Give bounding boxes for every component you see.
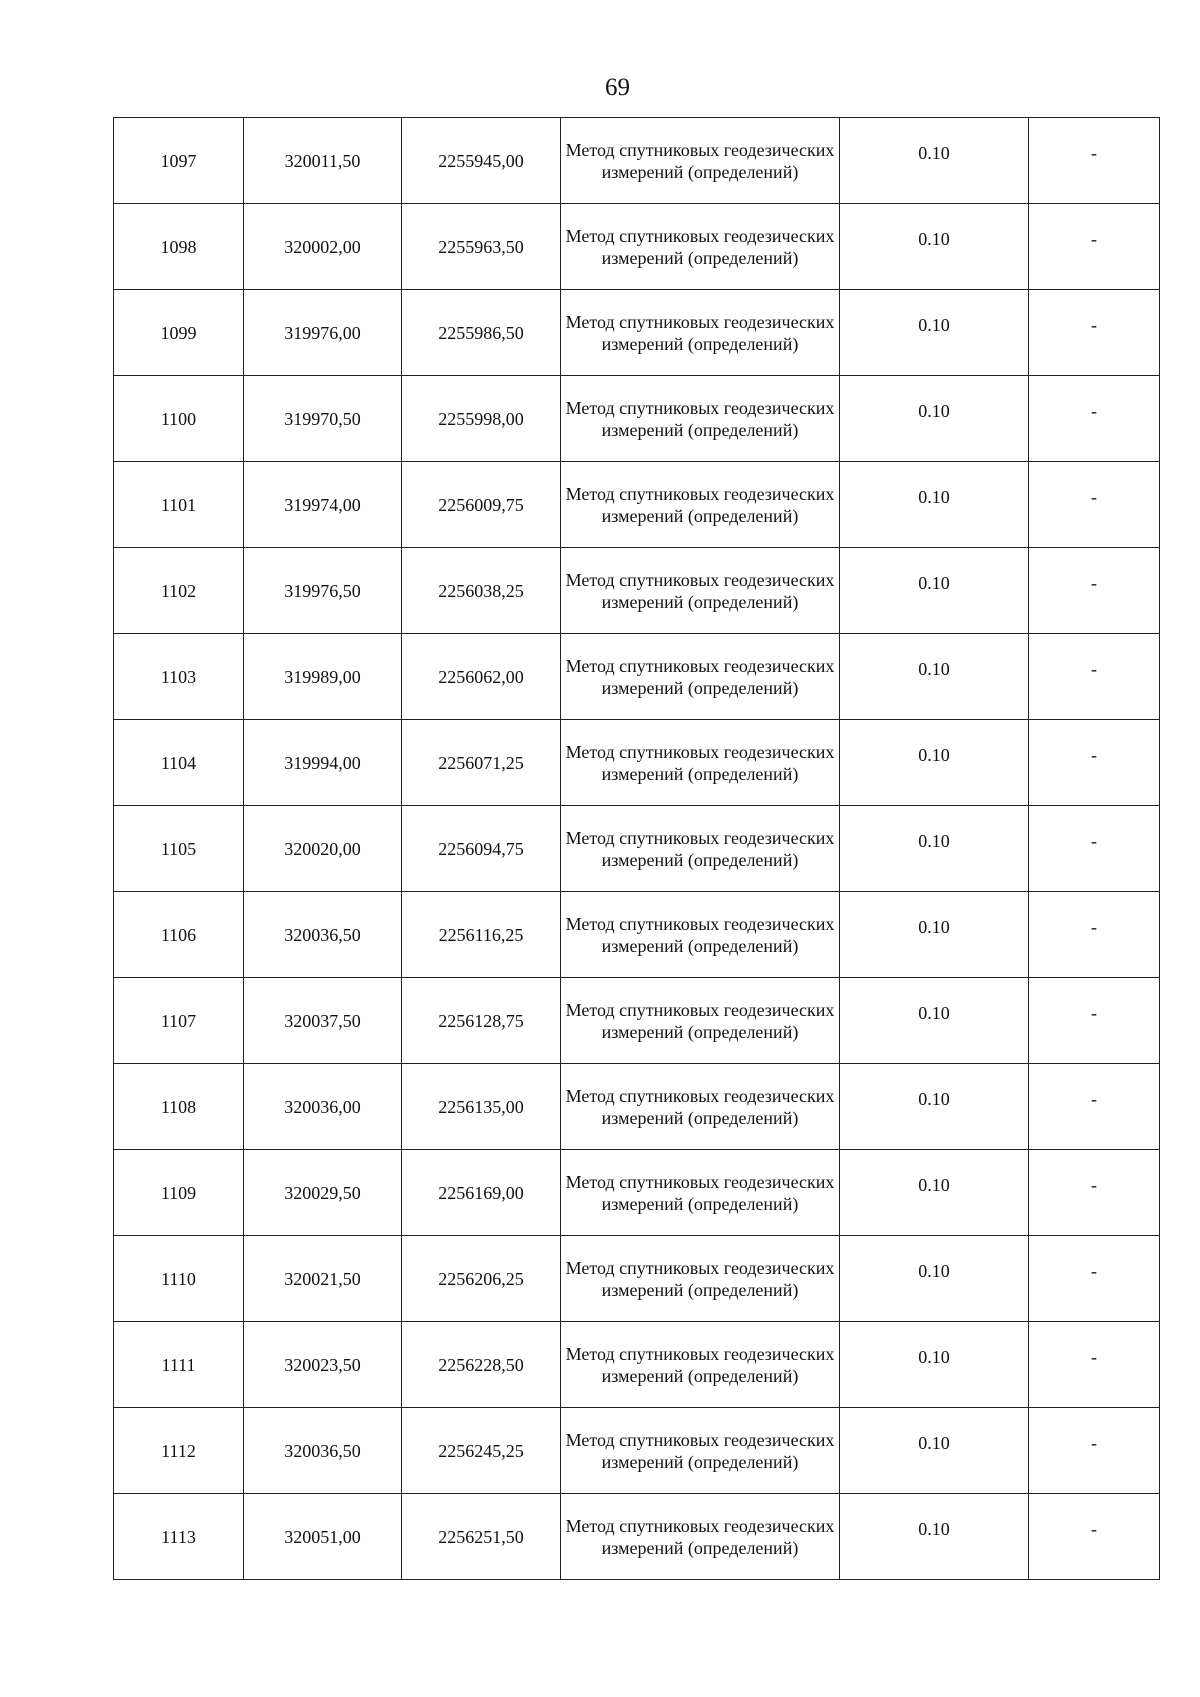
- point-number-cell: 1103: [114, 634, 244, 720]
- y-coordinate-cell: 2256038,25: [402, 548, 561, 634]
- accuracy-cell: 0.10: [840, 1150, 1029, 1236]
- note-cell: -: [1029, 1408, 1160, 1494]
- method-cell: Метод спутниковых геодезических измерений (определений): [561, 118, 840, 204]
- table-row: [114, 462, 1160, 548]
- y-coordinate-cell: 2256245,25: [402, 1408, 561, 1494]
- point-number-cell: 1108: [114, 1064, 244, 1150]
- point-number-cell: 1100: [114, 376, 244, 462]
- x-coordinate-cell: 319989,00: [244, 634, 402, 720]
- accuracy-cell: 0.10: [840, 1494, 1029, 1580]
- table-row: [114, 978, 1160, 1064]
- method-cell: Метод спутниковых геодезических измерений (определений): [561, 290, 840, 376]
- accuracy-cell: 0.10: [840, 634, 1029, 720]
- y-coordinate-cell: 2256009,75: [402, 462, 561, 548]
- point-number-cell: 1101: [114, 462, 244, 548]
- method-cell: Метод спутниковых геодезических измерений (определений): [561, 376, 840, 462]
- note-cell: -: [1029, 720, 1160, 806]
- y-coordinate-cell: 2256206,25: [402, 1236, 561, 1322]
- table-row: [114, 1494, 1160, 1580]
- point-number-cell: 1102: [114, 548, 244, 634]
- y-coordinate-cell: 2255998,00: [402, 376, 561, 462]
- method-cell: Метод спутниковых геодезических измерений (определений): [561, 1236, 840, 1322]
- table-row: [114, 204, 1160, 290]
- accuracy-cell: 0.10: [840, 1236, 1029, 1322]
- method-cell: Метод спутниковых геодезических измерений (определений): [561, 720, 840, 806]
- accuracy-cell: 0.10: [840, 548, 1029, 634]
- x-coordinate-cell: 319970,50: [244, 376, 402, 462]
- point-number-cell: 1113: [114, 1494, 244, 1580]
- method-cell: Метод спутниковых геодезических измерений (определений): [561, 978, 840, 1064]
- table-row: [114, 290, 1160, 376]
- method-cell: Метод спутниковых геодезических измерений (определений): [561, 1322, 840, 1408]
- x-coordinate-cell: 320036,50: [244, 892, 402, 978]
- table-row: [114, 1150, 1160, 1236]
- accuracy-cell: 0.10: [840, 892, 1029, 978]
- table-row: [114, 376, 1160, 462]
- method-cell: Метод спутниковых геодезических измерений (определений): [561, 548, 840, 634]
- y-coordinate-cell: 2256128,75: [402, 978, 561, 1064]
- point-number-cell: 1112: [114, 1408, 244, 1494]
- note-cell: -: [1029, 806, 1160, 892]
- table-row: [114, 118, 1160, 204]
- x-coordinate-cell: 320011,50: [244, 118, 402, 204]
- accuracy-cell: 0.10: [840, 720, 1029, 806]
- method-cell: Метод спутниковых геодезических измерений (определений): [561, 634, 840, 720]
- note-cell: -: [1029, 978, 1160, 1064]
- x-coordinate-cell: 319994,00: [244, 720, 402, 806]
- method-cell: Метод спутниковых геодезических измерений (определений): [561, 806, 840, 892]
- x-coordinate-cell: 319976,50: [244, 548, 402, 634]
- point-number-cell: 1104: [114, 720, 244, 806]
- method-cell: Метод спутниковых геодезических измерений (определений): [561, 892, 840, 978]
- accuracy-cell: 0.10: [840, 204, 1029, 290]
- method-cell: Метод спутниковых геодезических измерений (определений): [561, 1064, 840, 1150]
- coordinates-table: [113, 117, 1160, 1580]
- page-number: 69: [605, 74, 630, 101]
- x-coordinate-cell: 320029,50: [244, 1150, 402, 1236]
- y-coordinate-cell: 2255986,50: [402, 290, 561, 376]
- table-row: [114, 1322, 1160, 1408]
- y-coordinate-cell: 2256071,25: [402, 720, 561, 806]
- note-cell: -: [1029, 376, 1160, 462]
- accuracy-cell: 0.10: [840, 978, 1029, 1064]
- table-row: [114, 720, 1160, 806]
- y-coordinate-cell: 2255963,50: [402, 204, 561, 290]
- accuracy-cell: 0.10: [840, 1408, 1029, 1494]
- method-cell: Метод спутниковых геодезических измерений (определений): [561, 462, 840, 548]
- note-cell: -: [1029, 462, 1160, 548]
- table-row: [114, 892, 1160, 978]
- point-number-cell: 1109: [114, 1150, 244, 1236]
- y-coordinate-cell: 2256094,75: [402, 806, 561, 892]
- x-coordinate-cell: 320023,50: [244, 1322, 402, 1408]
- x-coordinate-cell: 320037,50: [244, 978, 402, 1064]
- point-number-cell: 1107: [114, 978, 244, 1064]
- table-row: [114, 1064, 1160, 1150]
- method-cell: Метод спутниковых геодезических измерений (определений): [561, 1494, 840, 1580]
- accuracy-cell: 0.10: [840, 806, 1029, 892]
- y-coordinate-cell: 2256135,00: [402, 1064, 561, 1150]
- note-cell: -: [1029, 634, 1160, 720]
- method-cell: Метод спутниковых геодезических измерений (определений): [561, 204, 840, 290]
- x-coordinate-cell: 320002,00: [244, 204, 402, 290]
- note-cell: -: [1029, 548, 1160, 634]
- table-row: [114, 548, 1160, 634]
- note-cell: -: [1029, 204, 1160, 290]
- x-coordinate-cell: 319976,00: [244, 290, 402, 376]
- x-coordinate-cell: 320051,00: [244, 1494, 402, 1580]
- point-number-cell: 1105: [114, 806, 244, 892]
- table-row: [114, 806, 1160, 892]
- x-coordinate-cell: 319974,00: [244, 462, 402, 548]
- x-coordinate-cell: 320020,00: [244, 806, 402, 892]
- note-cell: -: [1029, 1322, 1160, 1408]
- note-cell: -: [1029, 1236, 1160, 1322]
- note-cell: -: [1029, 1494, 1160, 1580]
- table-row: [114, 634, 1160, 720]
- table-row: [114, 1408, 1160, 1494]
- y-coordinate-cell: 2256169,00: [402, 1150, 561, 1236]
- note-cell: -: [1029, 118, 1160, 204]
- point-number-cell: 1106: [114, 892, 244, 978]
- accuracy-cell: 0.10: [840, 462, 1029, 548]
- method-cell: Метод спутниковых геодезических измерений (определений): [561, 1408, 840, 1494]
- note-cell: -: [1029, 892, 1160, 978]
- accuracy-cell: 0.10: [840, 1322, 1029, 1408]
- accuracy-cell: 0.10: [840, 290, 1029, 376]
- table-row: [114, 1236, 1160, 1322]
- y-coordinate-cell: 2256062,00: [402, 634, 561, 720]
- point-number-cell: 1110: [114, 1236, 244, 1322]
- y-coordinate-cell: 2256116,25: [402, 892, 561, 978]
- method-cell: Метод спутниковых геодезических измерений (определений): [561, 1150, 840, 1236]
- x-coordinate-cell: 320036,00: [244, 1064, 402, 1150]
- x-coordinate-cell: 320021,50: [244, 1236, 402, 1322]
- note-cell: -: [1029, 290, 1160, 376]
- accuracy-cell: 0.10: [840, 1064, 1029, 1150]
- accuracy-cell: 0.10: [840, 118, 1029, 204]
- accuracy-cell: 0.10: [840, 376, 1029, 462]
- x-coordinate-cell: 320036,50: [244, 1408, 402, 1494]
- point-number-cell: 1098: [114, 204, 244, 290]
- point-number-cell: 1099: [114, 290, 244, 376]
- y-coordinate-cell: 2255945,00: [402, 118, 561, 204]
- y-coordinate-cell: 2256228,50: [402, 1322, 561, 1408]
- point-number-cell: 1097: [114, 118, 244, 204]
- note-cell: -: [1029, 1150, 1160, 1236]
- point-number-cell: 1111: [114, 1322, 244, 1408]
- y-coordinate-cell: 2256251,50: [402, 1494, 561, 1580]
- note-cell: -: [1029, 1064, 1160, 1150]
